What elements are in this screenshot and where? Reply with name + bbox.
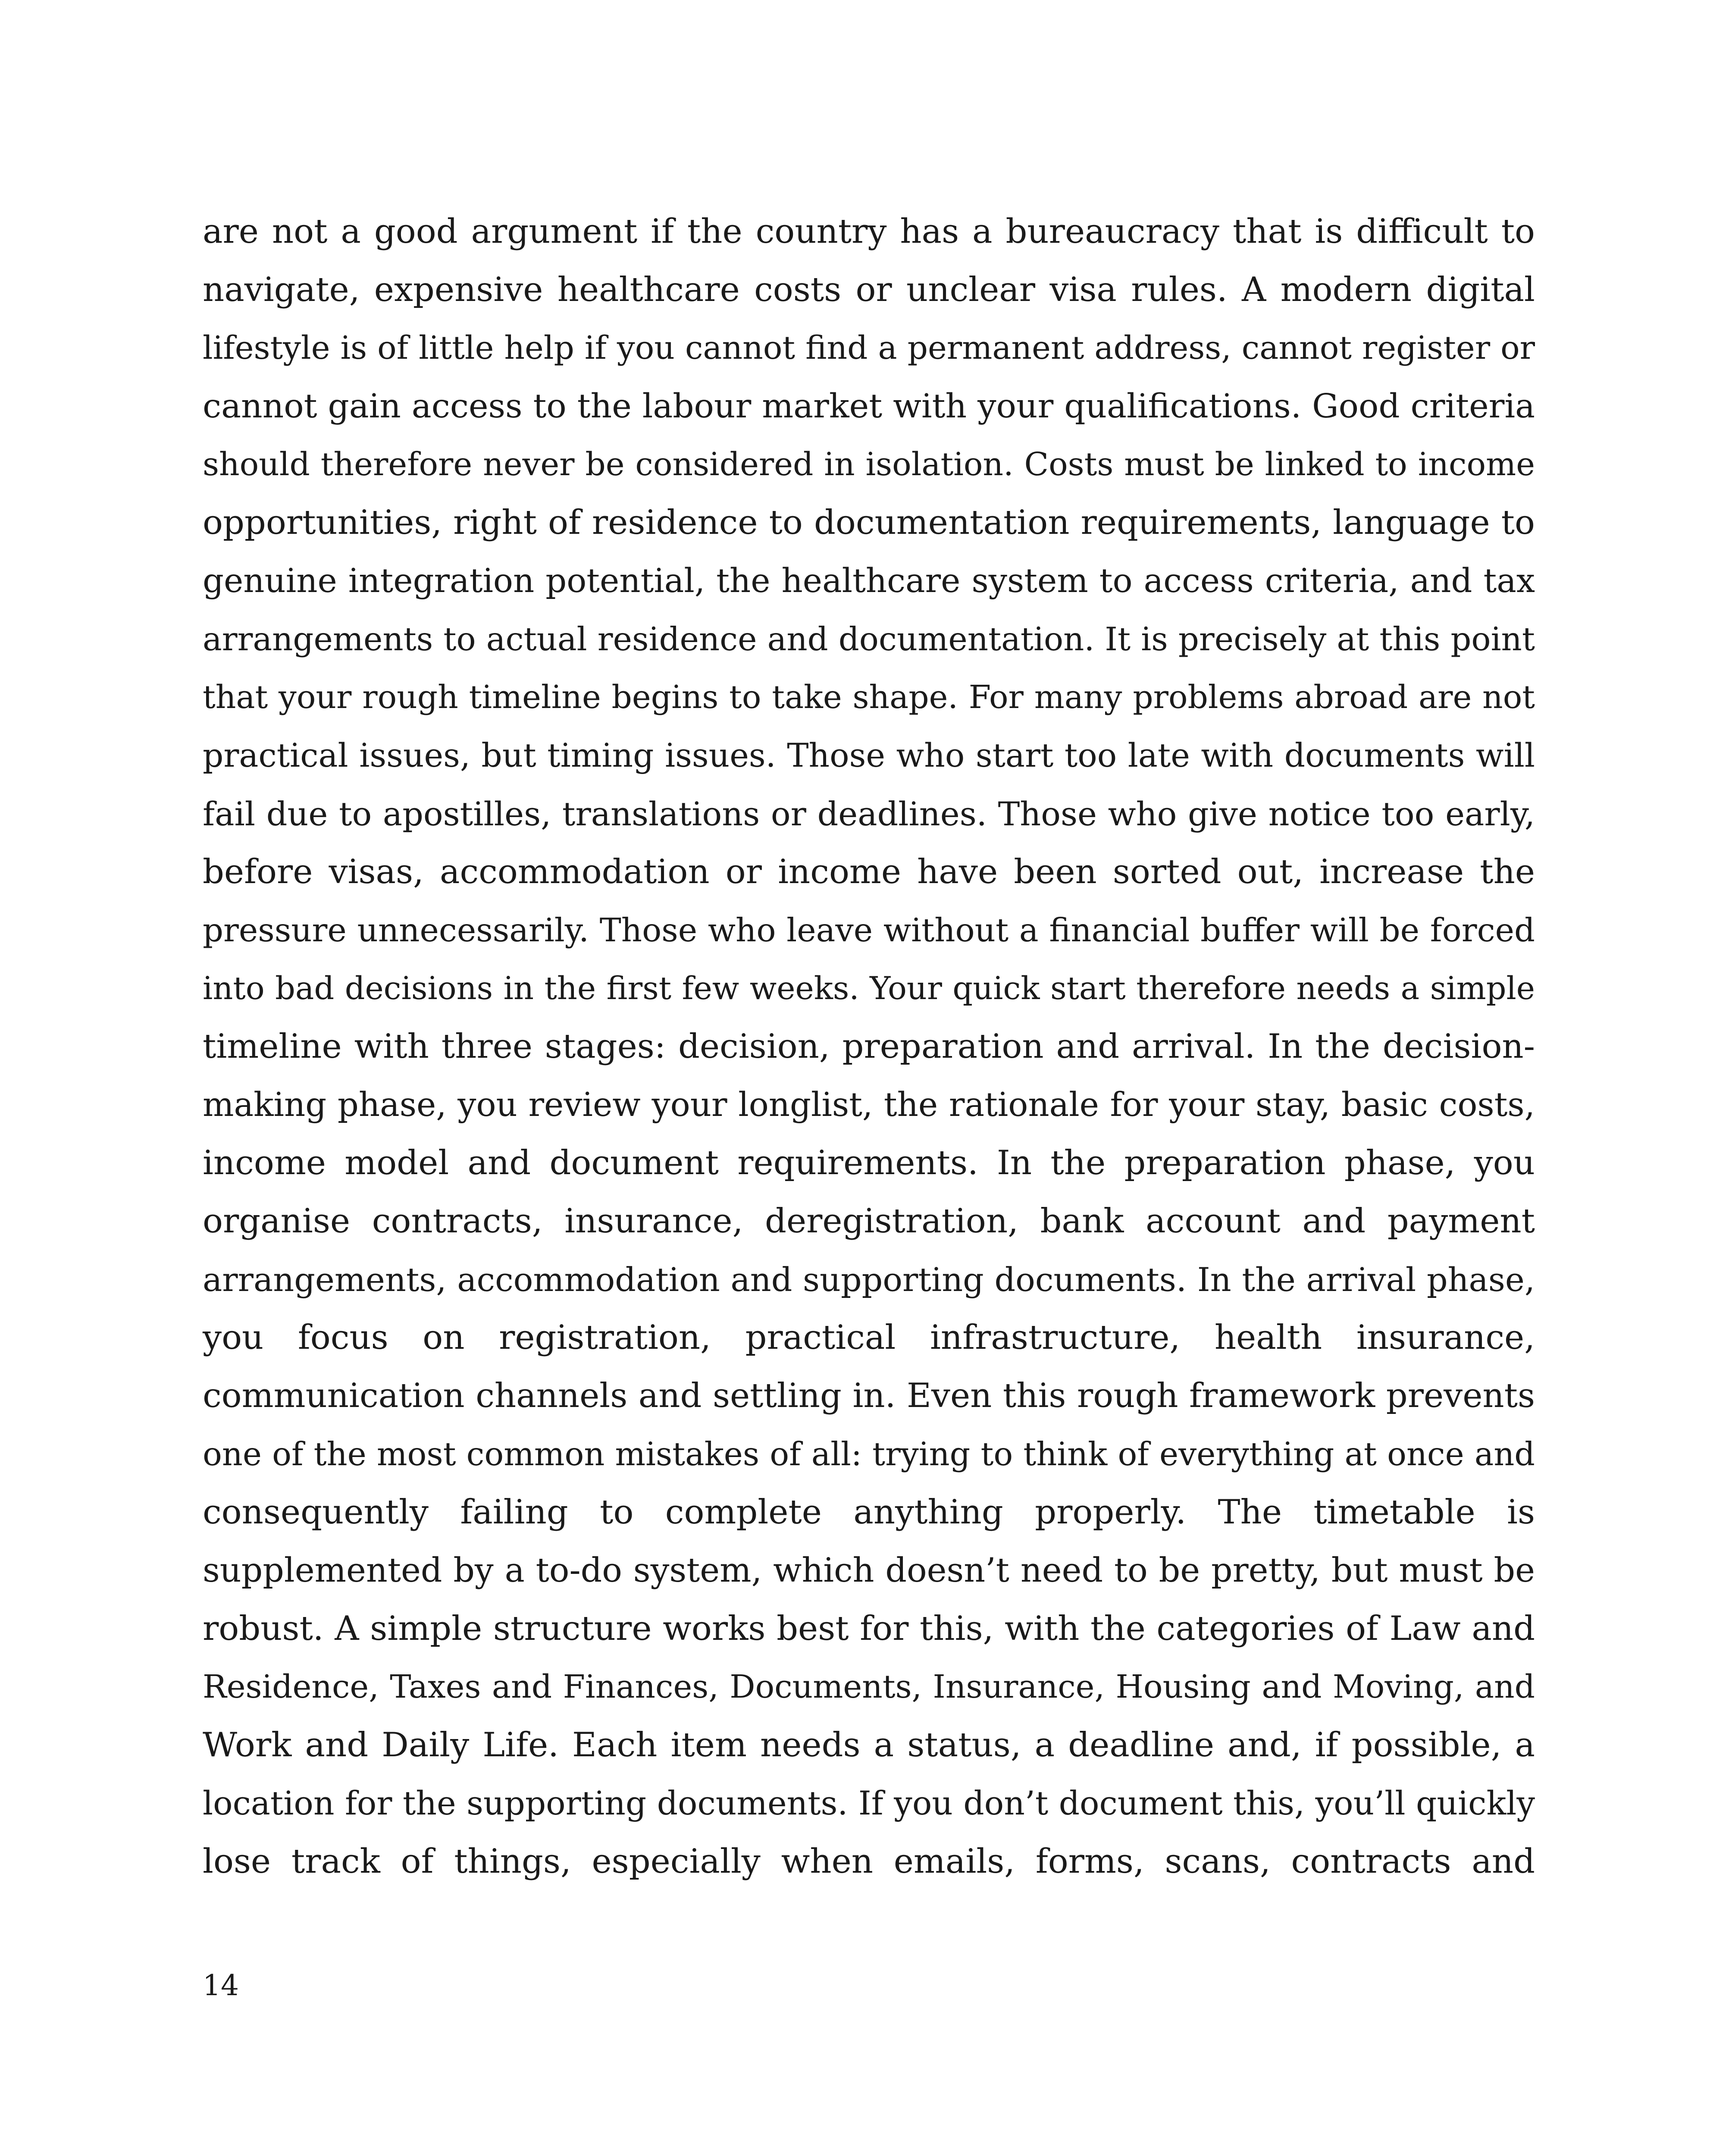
text-line: you focus on registration, practical infrastructure, health insurance, — [203, 1318, 1535, 1357]
text-line: that your rough timeline begins to take shape. For many problems abroad are not — [203, 679, 1535, 716]
text-line: lose track of things, especially when emails, forms, scans, contracts and — [203, 1842, 1535, 1881]
text-line: opportunities, right of residence to documentation requirements, language to — [203, 503, 1535, 542]
text-line: genuine integration potential, the healthcare system to access criteria, and tax — [203, 562, 1535, 600]
text-line: supplemented by a to-do system, which doesn’t need to be pretty, but must be — [203, 1551, 1535, 1590]
text-line: before visas, accommodation or income have been sorted out, increase the — [203, 852, 1535, 891]
text-line: navigate, expensive healthcare costs or unclear visa rules. A modern digital — [203, 270, 1535, 309]
text-line: practical issues, but timing issues. Those who start too late with documents will — [203, 736, 1535, 774]
text-line: robust. A simple structure works best for this, with the categories of Law and — [203, 1609, 1535, 1648]
text-line: income model and document requirements. In the preparation phase, you — [203, 1144, 1535, 1182]
text-line: into bad decisions in the first few weeks. Your quick start therefore needs a simple — [203, 970, 1535, 1007]
text-line: making phase, you review your longlist, the rationale for your stay, basic costs, — [203, 1086, 1535, 1124]
text-line: pressure unnecessarily. Those who leave without a financial buffer will be forced — [203, 911, 1535, 949]
page-number: 14 — [203, 1969, 239, 2002]
text-line: cannot gain access to the labour market with your qualifications. Good criteria — [203, 387, 1535, 426]
text-line: arrangements, accommodation and supporting documents. In the arrival phase, — [203, 1260, 1535, 1299]
text-line: organise contracts, insurance, deregistration, bank account and payment — [203, 1202, 1535, 1241]
text-line: communication channels and settling in. Even this rough framework prevents — [203, 1376, 1535, 1415]
text-line: Residence, Taxes and Finances, Documents, Insurance, Housing and Moving, and — [203, 1668, 1535, 1705]
text-line: are not a good argument if the country has a bureaucracy that is difficult to — [203, 212, 1535, 251]
text-line: location for the supporting documents. If you don’t document this, you’ll quickly — [203, 1784, 1535, 1822]
text-line: Work and Daily Life. Each item needs a status, a deadline and, if possible, a — [203, 1726, 1535, 1764]
text-line: fail due to apostilles, translations or deadlines. Those who give notice too early, — [203, 795, 1535, 833]
text-line: lifestyle is of little help if you cannot find a permanent address, cannot register or — [203, 329, 1535, 367]
text-line: one of the most common mistakes of all: trying to think of everything at once and — [203, 1435, 1535, 1473]
text-line: should therefore never be considered in isolation. Costs must be linked to income — [203, 446, 1535, 483]
text-line: timeline with three stages: decision, preparation and arrival. In the decision- — [203, 1027, 1535, 1066]
body-paragraph — [203, 203, 1535, 1891]
text-line: consequently failing to complete anything properly. The timetable is — [203, 1493, 1535, 1532]
text-line: arrangements to actual residence and documentation. It is precisely at this point — [203, 620, 1535, 658]
